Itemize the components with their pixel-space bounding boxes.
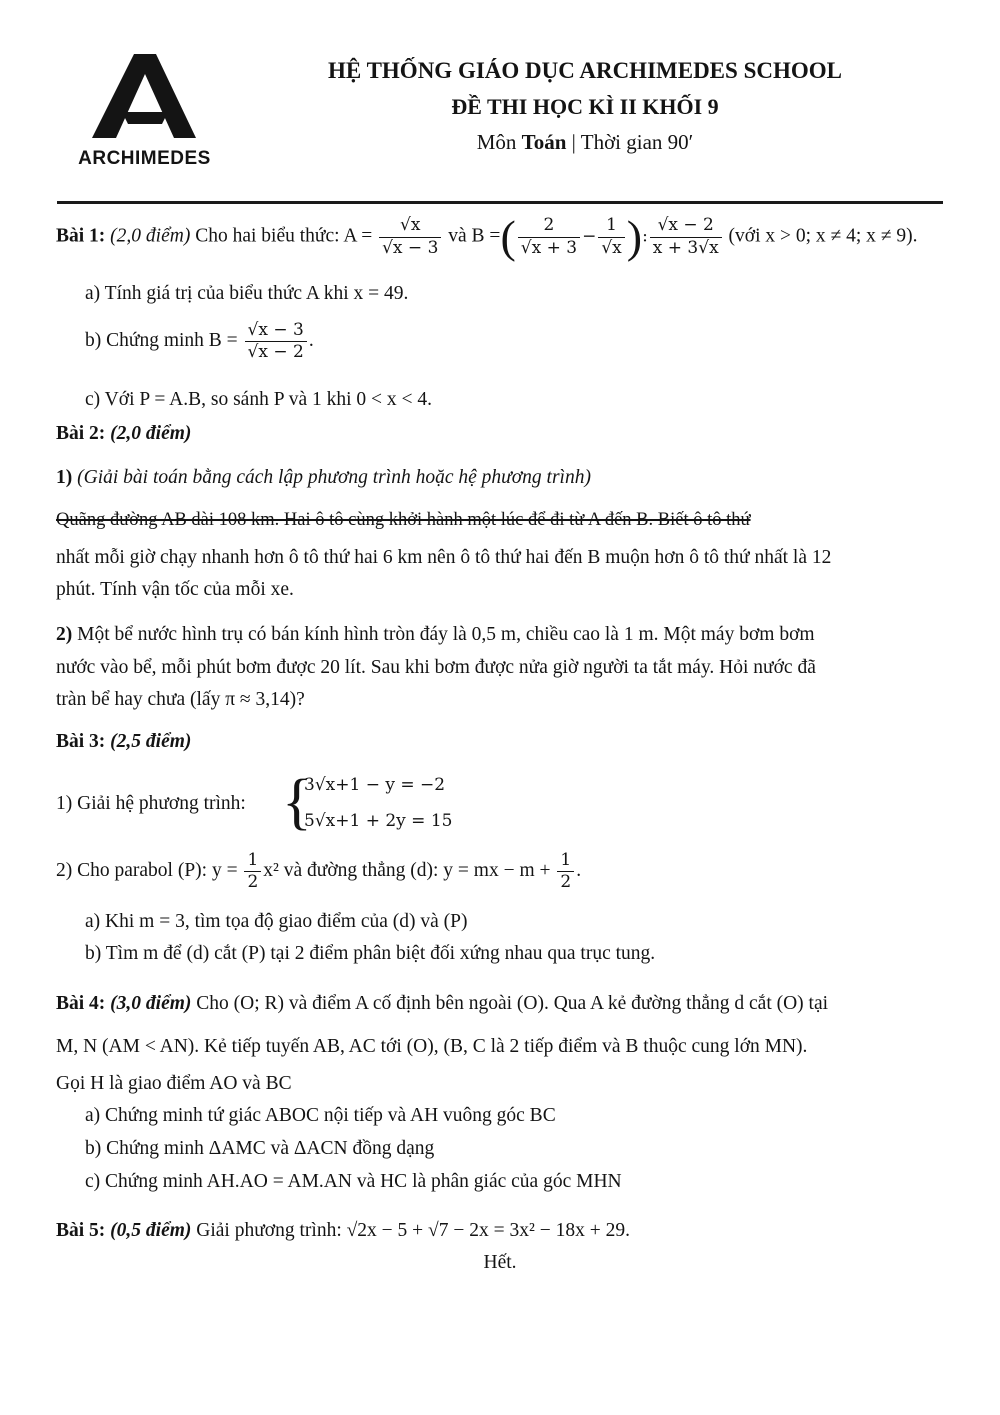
bai1-b: b) Chứng minh B = $\frac{√x - 3}{√x - 2}$ .: [85, 320, 314, 363]
bai2-title: Bài 2:: [56, 423, 106, 444]
subject-prefix: Môn: [476, 130, 522, 154]
bai2-p1-heading: [56, 466, 591, 489]
end-mark: Hết.: [483, 1252, 517, 1273]
header-divider: [57, 201, 943, 204]
bai2-p1-number: 1): [56, 467, 73, 488]
bai3-p2-mid: x² và đường thẳng (d): y = mx − m +: [263, 860, 551, 882]
system-eq2: 5√x+1 + 2y = 15: [304, 811, 453, 831]
A-numerator: √x: [379, 215, 441, 237]
bai1-intro: Cho hai biểu thức: A =: [190, 225, 373, 247]
system-eq1: 3√x+1 − y = −2: [304, 775, 446, 795]
bai3-points: (2,5 điểm): [110, 731, 192, 752]
bai1-c: c) Với P = A.B, so sánh P và 1 khi 0 < x < 4.: [85, 389, 433, 410]
bai1-title: Bài 1:: [56, 225, 106, 247]
bai4-b: b) Chứng minh ΔAMC và ΔACN đồng dạng: [85, 1138, 435, 1159]
subject-time: [300, 130, 870, 155]
bai4-a: a) Chứng minh tứ giác ABOC nội tiếp và AH vuông góc BC: [85, 1105, 556, 1126]
bai2-p2-line1: [56, 623, 815, 646]
system-brace: {: [282, 768, 312, 836]
and-B: và B =: [448, 225, 501, 247]
bai3-p2-end: .: [576, 860, 582, 882]
bai1-b-numerator: √x − 3: [245, 320, 307, 342]
bai1-points: (2,0 điểm): [110, 225, 191, 247]
bai2-p2-line3: tràn bể hay chưa (lấy π ≈ 3,14)?: [56, 689, 305, 710]
bai3-a: a) Khi m = 3, tìm tọa độ giao điểm của (d) và (P): [85, 911, 468, 932]
B-fraction-2: [598, 215, 624, 259]
bai4-line1: [56, 992, 828, 1015]
bai3-b: b) Tìm m để (d) cắt (P) tại 2 điểm phân biệt đối xứng nhau qua trục tung.: [85, 943, 656, 964]
right-paren: ): [626, 211, 643, 262]
bai2-p1-line2: nhất mỗi giờ chạy nhanh hơn ô tô thứ hai 6 km nên ô tô thứ hai đến B muộn hơn ô tô thứ nhất là 12: [56, 547, 832, 568]
half-denominator: 2: [247, 872, 259, 893]
exam-title: ĐỀ THI HỌC KÌ II KHỐI 9: [451, 94, 719, 119]
bai4-line2: M, N (AM < AN). Kẻ tiếp tuyến AB, AC tới (O), (B, C là 2 tiếp điểm và B thuộc cung lớn MN).: [56, 1036, 808, 1057]
left-paren: (: [500, 211, 516, 262]
bai3-p2: [56, 850, 581, 894]
archimedes-triangle-icon: [92, 52, 197, 140]
bai2-p1-line3: phút. Tính vận tốc của mỗi xe.: [56, 579, 294, 600]
B1-numerator: 2: [518, 215, 580, 237]
bai4-points: (3,0 điểm): [110, 993, 192, 1014]
bai1-b-prefix: b) Chứng minh B =: [85, 330, 238, 352]
bai3-p2-prefix: 2) Cho parabol (P): y =: [56, 860, 238, 882]
bai1-b-fraction: [245, 320, 307, 364]
half-fraction: [244, 850, 261, 894]
half2-denominator: 2: [560, 872, 572, 893]
expr-A: [379, 215, 441, 259]
bai4-c: c) Chứng minh AH.AO = AM.AN và HC là phân giác của góc MHN: [85, 1171, 622, 1192]
school-name: HỆ THỐNG GIÁO DỤC ARCHIMEDES SCHOOL: [328, 58, 842, 83]
B3-denominator: x + 3√x: [652, 237, 719, 258]
bai4-line3: Gọi H là giao điểm AO và BC: [56, 1073, 292, 1094]
B-fraction-1: [518, 215, 580, 259]
half-fraction-2: [557, 850, 574, 894]
A-denominator: √x − 3: [382, 237, 439, 258]
bai3-p1: 1) Giải hệ phương trình:: [56, 793, 246, 814]
bai5-statement: [56, 1219, 630, 1242]
logo-text: ARCHIMEDES: [78, 148, 211, 169]
B3-numerator: √x − 2: [650, 215, 722, 237]
bai2-points: (2,0 điểm): [110, 423, 192, 444]
bai2-p2-text: Một bể nước hình trụ có bán kính hình tròn đáy là 0,5 m, chiều cao là 1 m. Một máy bơm bơm: [72, 624, 815, 645]
bai3-heading: [56, 730, 191, 753]
bai3-title: Bài 3:: [56, 731, 106, 752]
bai1-a: a) Tính giá trị của biểu thức A khi x = 49.: [85, 283, 409, 304]
B-fraction-3: [650, 215, 722, 259]
bai2-p2-line2: nước vào bể, mỗi phút bơm được 20 lít. Sau khi bơm được nửa giờ người ta tắt máy. Hỏi nước đã: [56, 657, 816, 678]
exam-time: | Thời gian 90′: [566, 130, 694, 154]
bai5-points: (0,5 điểm): [110, 1220, 192, 1241]
half-numerator: 1: [244, 850, 261, 872]
half2-numerator: 1: [557, 850, 574, 872]
subject: Toán: [521, 130, 567, 154]
bai1-condition: (với x > 0; x ≠ 4; x ≠ 9).: [728, 225, 918, 247]
B2-numerator: 1: [598, 215, 624, 237]
bai5-text: Giải phương trình: √2x − 5 + √7 − 2x = 3x² − 18x + 29.: [191, 1220, 630, 1241]
bai1-statement: Bài 1: (2,0 điểm) Cho hai biểu thức: A = $\frac{√x}{√x - 3}$ và B =( $\frac{2}{√x + 3}$ − $\frac{1}{√x}$ ): $\frac{√x - 2}{x + 3√x}$ (với x > 0; x ≠ 4; x ≠ 9).: [56, 211, 918, 262]
bai4-title: Bài 4:: [56, 993, 106, 1014]
B2-denominator: √x: [601, 237, 622, 258]
bai5-title: Bài 5:: [56, 1220, 106, 1241]
bai2-p1-line1: Quãng đường AB dài 108 km. Hai ô tô cùng khởi hành một lúc để đi từ A đến B. Biết ô tô thứ: [56, 510, 751, 530]
school-logo: [62, 52, 227, 172]
bai2-heading: [56, 422, 191, 445]
bai2-p1-note: (Giải bài toán bằng cách lập phương trình hoặc hệ phương trình): [77, 467, 591, 488]
bai4-text1: Cho (O; R) và điểm A cố định bên ngoài (O). Qua A kẻ đường thẳng d cắt (O) tại: [191, 993, 829, 1014]
bai2-p2-number: 2): [56, 624, 73, 645]
bai1-b-denominator: √x − 2: [247, 342, 304, 363]
B1-denominator: √x + 3: [520, 237, 578, 258]
